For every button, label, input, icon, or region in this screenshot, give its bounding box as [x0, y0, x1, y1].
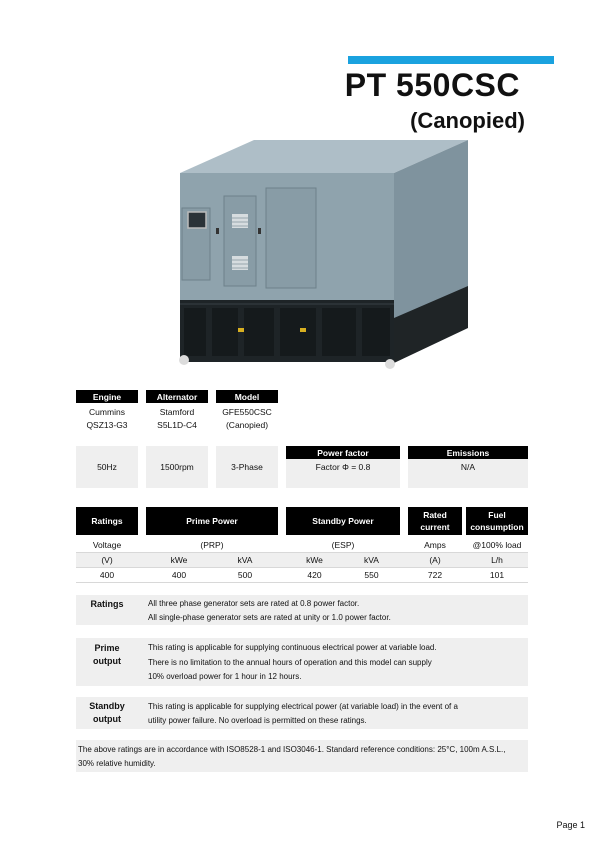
prime-kwe-value: 400 — [171, 569, 187, 580]
standby-note-label1: Standby — [89, 701, 125, 711]
prime-note-label1: Prime — [94, 643, 120, 653]
genset-variant: (Canopied) — [225, 419, 269, 430]
frequency-value: 50Hz — [76, 446, 138, 488]
power-factor-header: Power factor — [286, 446, 400, 459]
emissions-header: Emissions — [408, 446, 528, 459]
model-title: PT 550CSC — [344, 67, 520, 103]
standby-kwe-unit: kWe — [306, 554, 323, 565]
generator-canopy-image — [172, 128, 472, 373]
load-label: @100% load — [472, 539, 522, 550]
voltage-value: 400 — [99, 569, 115, 580]
phase-value: 3-Phase — [216, 446, 278, 488]
ratings-note-line2: All single-phase generator sets are rated at unity or 1.0 power factor. — [148, 613, 391, 622]
standby-note-line2: utility power failure. No overload is permitted on these ratings. — [148, 716, 367, 725]
alternator-model: S5L1D-C4 — [157, 419, 197, 430]
footer-note-line1: The above ratings are in accordance with ISO8528-1 and ISO3046-1. Standard reference conditions: 25°C, 100m A.S.L., — [78, 745, 506, 754]
prime-note-line3: 10% overload power for 1 hour in 12 hours. — [148, 672, 302, 681]
standby-kva-unit: kVA — [364, 554, 379, 565]
genset-model: GFE550CSC — [222, 406, 272, 417]
power-factor-value: Factor Φ = 0.8 — [315, 461, 371, 472]
voltage-unit: (V) — [101, 554, 113, 565]
prp-label: (PRP) — [200, 539, 224, 550]
fuel-consumption-header: Fuel consumption — [466, 507, 528, 535]
standby-kva-value: 550 — [364, 569, 379, 580]
model-header: Model — [216, 390, 278, 403]
standby-kwe-value: 420 — [307, 569, 322, 580]
footer-note-line2: 30% relative humidity. — [78, 759, 156, 768]
fuel-unit: L/h — [491, 554, 503, 565]
prime-kva-value: 500 — [237, 569, 253, 580]
prime-kva-unit: kVA — [237, 554, 253, 565]
standby-power-header: Standby Power — [286, 507, 400, 535]
emissions-value: N/A — [460, 461, 476, 472]
prime-note-line1: This rating is applicable for supplying continuous electrical power at variable load. — [148, 643, 437, 652]
engine-make: Cummins — [89, 406, 125, 417]
engine-model: QSZ13-G3 — [86, 419, 128, 430]
accent-bar — [348, 56, 554, 64]
current-value: 722 — [427, 569, 443, 580]
alternator-make: Stamford — [159, 406, 195, 417]
standby-note-line1: This rating is applicable for supplying electrical power (at variable load) in the event of a — [148, 702, 458, 711]
current-unit: (A) — [429, 554, 441, 565]
model-variant: (Canopied) — [410, 108, 525, 133]
engine-header: Engine — [76, 390, 138, 403]
esp-label: (ESP) — [331, 539, 355, 550]
prime-note-line2: There is no limitation to the annual hours of operation and this model can supply — [148, 658, 432, 667]
fuel-value: 101 — [489, 569, 505, 580]
page-number: Page 1 — [556, 820, 585, 830]
ratings-header: Ratings — [76, 507, 138, 535]
prime-note-label2: output — [93, 656, 121, 666]
ratings-note-line1: All three phase generator sets are rated at 0.8 power factor. — [148, 599, 360, 608]
prime-power-header: Prime Power — [146, 507, 278, 535]
ratings-note-label: Ratings — [90, 599, 124, 609]
speed-value: 1500rpm — [146, 446, 208, 488]
rated-current-header: Rated current — [408, 507, 462, 535]
voltage-label: Voltage — [92, 539, 122, 550]
standby-note-label2: output — [93, 714, 121, 724]
prime-kwe-unit: kWe — [170, 554, 188, 565]
alternator-header: Alternator — [146, 390, 208, 403]
amps-label: Amps — [424, 539, 446, 550]
